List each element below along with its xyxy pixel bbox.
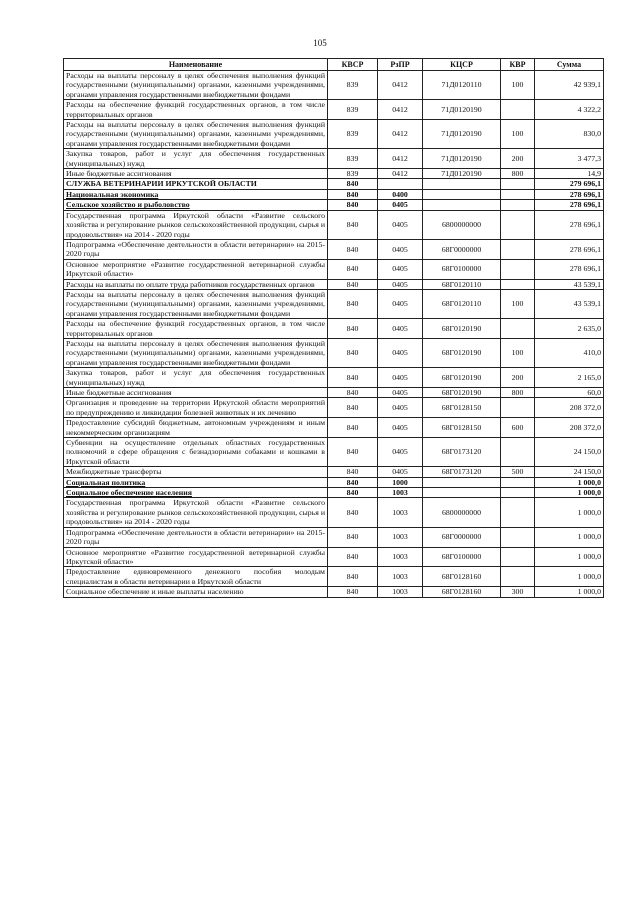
- row-sum-cell: 410,0: [535, 338, 604, 367]
- row-sum-cell: 14,9: [535, 169, 604, 179]
- row-kvsr-cell: 840: [328, 239, 378, 259]
- row-sum-cell: 43 539,1: [535, 289, 604, 318]
- row-sum-cell: 830,0: [535, 120, 604, 149]
- row-sum-cell: 60,0: [535, 388, 604, 398]
- row-name-cell: Предоставление единовременного денежного пособия молодым специалистам в области ветеринарии в Иркутской области: [64, 567, 328, 587]
- row-name-cell: Расходы на выплаты персоналу в целях обеспечения выполнения функций государственными (муниципальными) органами, казенными учреждениями, органами управления государственными внебюджетными фондами: [64, 338, 328, 367]
- table-row: [64, 587, 604, 597]
- row-rzpr-cell: 1003: [378, 567, 423, 587]
- row-sum-cell: 43 539,1: [535, 279, 604, 289]
- row-kcsr-cell: 68Г0120110: [423, 279, 501, 289]
- row-name-cell: Расходы на выплаты по оплате труда работников государственных органов: [64, 279, 328, 289]
- row-kcsr-cell: 68Г0000000: [423, 527, 501, 547]
- header-name: Наименование: [64, 59, 328, 71]
- row-rzpr-cell: 0412: [378, 169, 423, 179]
- row-sum-cell: 208 372,0: [535, 398, 604, 418]
- row-kvsr-cell: 840: [328, 259, 378, 279]
- table-row: [64, 488, 604, 498]
- row-name-cell: Расходы на выплаты персоналу в целях обеспечения выполнения функций государственными (муниципальными) органами, казенными учреждениями, органами управления государственными внебюджетными фондами: [64, 120, 328, 149]
- table-row: [64, 210, 604, 239]
- table-row: [64, 120, 604, 149]
- row-rzpr-cell: 0405: [378, 418, 423, 438]
- row-kcsr-cell: 68Г0000000: [423, 239, 501, 259]
- row-kvsr-cell: 839: [328, 120, 378, 149]
- row-kvsr-cell: 840: [328, 488, 378, 498]
- row-kvsr-cell: 840: [328, 210, 378, 239]
- row-kvr-cell: [501, 547, 535, 567]
- row-kcsr-cell: [423, 179, 501, 189]
- row-name-cell: Межбюджетные трансферты: [64, 467, 328, 477]
- row-name-cell: Подпрограмма «Обеспечение деятельности в области ветеринарии» на 2015-2020 годы: [64, 527, 328, 547]
- row-kcsr-cell: 68Г0128160: [423, 587, 501, 597]
- row-name-cell: Расходы на выплаты персоналу в целях обеспечения выполнения функций государственными (муниципальными) органами, казенными учреждениями, органами управления государственными внебюджетными фондами: [64, 71, 328, 100]
- row-kvsr-cell: 840: [328, 289, 378, 318]
- table-row: [64, 71, 604, 100]
- row-sum-cell: 3 477,3: [535, 149, 604, 169]
- table-row: [64, 169, 604, 179]
- row-sum-cell: 1 000,0: [535, 587, 604, 597]
- row-name-cell: СЛУЖБА ВЕТЕРИНАРИИ ИРКУТСКОЙ ОБЛАСТИ: [64, 179, 328, 189]
- table-row: [64, 418, 604, 438]
- row-kvr-cell: 200: [501, 368, 535, 388]
- table-row: [64, 527, 604, 547]
- row-sum-cell: 278 696,1: [535, 189, 604, 199]
- table-row: [64, 438, 604, 467]
- row-name-cell: Сельское хозяйство и рыболовство: [64, 200, 328, 210]
- row-name-cell: Социальное обеспечение населения: [64, 488, 328, 498]
- row-rzpr-cell: 0412: [378, 100, 423, 120]
- row-rzpr-cell: 1000: [378, 477, 423, 487]
- header-kvr: КВР: [501, 59, 535, 71]
- row-kvr-cell: 100: [501, 289, 535, 318]
- row-rzpr-cell: 1003: [378, 587, 423, 597]
- row-rzpr-cell: 0405: [378, 338, 423, 367]
- row-kcsr-cell: [423, 189, 501, 199]
- row-kvsr-cell: 839: [328, 100, 378, 120]
- table-row: [64, 388, 604, 398]
- row-rzpr-cell: 0405: [378, 289, 423, 318]
- table-row: [64, 149, 604, 169]
- row-kvsr-cell: 839: [328, 149, 378, 169]
- row-sum-cell: 42 939,1: [535, 71, 604, 100]
- row-kvr-cell: 100: [501, 120, 535, 149]
- row-kvsr-cell: 840: [328, 477, 378, 487]
- row-kvsr-cell: 840: [328, 189, 378, 199]
- row-kcsr-cell: 68Г0128160: [423, 567, 501, 587]
- row-rzpr-cell: 0405: [378, 368, 423, 388]
- row-name-cell: Иные бюджетные ассигнования: [64, 388, 328, 398]
- row-name-cell: Основное мероприятие «Развитие государственной ветеринарной службы Иркутской области»: [64, 259, 328, 279]
- row-rzpr-cell: [378, 179, 423, 189]
- table-row: [64, 179, 604, 189]
- row-sum-cell: 278 696,1: [535, 259, 604, 279]
- row-kvsr-cell: 840: [328, 338, 378, 367]
- row-sum-cell: 2 165,0: [535, 368, 604, 388]
- row-rzpr-cell: 0405: [378, 467, 423, 477]
- row-kvsr-cell: 840: [328, 398, 378, 418]
- table-row: [64, 567, 604, 587]
- row-kvr-cell: [501, 259, 535, 279]
- row-kvr-cell: [501, 477, 535, 487]
- table-header-row: [64, 59, 604, 71]
- row-kvr-cell: [501, 100, 535, 120]
- row-kcsr-cell: 71Д0120190: [423, 149, 501, 169]
- header-kvsr: КВСР: [328, 59, 378, 71]
- row-kvr-cell: [501, 488, 535, 498]
- row-name-cell: Расходы на выплаты персоналу в целях обеспечения выполнения функций государственными (муниципальными) органами, казенными учреждениями, органами управления государственными внебюджетными фондами: [64, 289, 328, 318]
- row-sum-cell: 279 696,1: [535, 179, 604, 189]
- row-sum-cell: 1 000,0: [535, 547, 604, 567]
- row-kcsr-cell: 71Д0120190: [423, 100, 501, 120]
- row-sum-cell: 208 372,0: [535, 418, 604, 438]
- row-kcsr-cell: [423, 488, 501, 498]
- row-kcsr-cell: 68Г0100000: [423, 259, 501, 279]
- row-kvr-cell: 100: [501, 71, 535, 100]
- row-kcsr-cell: 68Г0128150: [423, 418, 501, 438]
- row-kcsr-cell: 68Г0120110: [423, 289, 501, 318]
- header-kcsr: КЦСР: [423, 59, 501, 71]
- row-kcsr-cell: 68Г0173120: [423, 467, 501, 477]
- row-kvr-cell: [501, 319, 535, 339]
- row-kvsr-cell: 840: [328, 179, 378, 189]
- row-kvr-cell: 800: [501, 169, 535, 179]
- row-sum-cell: 278 696,1: [535, 210, 604, 239]
- row-sum-cell: 1 000,0: [535, 527, 604, 547]
- row-sum-cell: 1 000,0: [535, 567, 604, 587]
- row-rzpr-cell: 0405: [378, 438, 423, 467]
- row-kvsr-cell: 840: [328, 438, 378, 467]
- budget-table: [63, 58, 604, 598]
- row-kvsr-cell: 839: [328, 71, 378, 100]
- row-kcsr-cell: [423, 200, 501, 210]
- row-kvr-cell: [501, 567, 535, 587]
- row-kcsr-cell: 71Д0120110: [423, 71, 501, 100]
- row-kvsr-cell: 840: [328, 418, 378, 438]
- table-row: [64, 498, 604, 527]
- table-row: [64, 100, 604, 120]
- header-rzpr: РзПР: [378, 59, 423, 71]
- row-kvr-cell: [501, 279, 535, 289]
- row-kvr-cell: [501, 239, 535, 259]
- row-name-cell: Подпрограмма «Обеспечение деятельности в области ветеринарии» на 2015-2020 годы: [64, 239, 328, 259]
- row-rzpr-cell: 0412: [378, 71, 423, 100]
- table-row: [64, 467, 604, 477]
- row-sum-cell: 1 000,0: [535, 488, 604, 498]
- table-row: [64, 189, 604, 199]
- row-kvr-cell: [501, 179, 535, 189]
- row-rzpr-cell: 0405: [378, 388, 423, 398]
- row-name-cell: Социальное обеспечение и иные выплаты населению: [64, 587, 328, 597]
- row-name-cell: Государственная программа Иркутской области «Развитие сельского хозяйства и регулирование рынков сельскохозяйственной продукции, сырья и продовольствия» на 2014 - 2020 годы: [64, 210, 328, 239]
- table-row: [64, 398, 604, 418]
- row-kvr-cell: [501, 189, 535, 199]
- row-kvr-cell: [501, 438, 535, 467]
- row-rzpr-cell: 0405: [378, 279, 423, 289]
- row-sum-cell: 1 000,0: [535, 498, 604, 527]
- row-kvsr-cell: 840: [328, 388, 378, 398]
- row-name-cell: Субвенции на осуществление отдельных областных государственных полномочий в сфере обращения с безнадзорными собаками и кошками в Иркутской области: [64, 438, 328, 467]
- row-sum-cell: 1 000,0: [535, 477, 604, 487]
- row-name-cell: Основное мероприятие «Развитие государственной ветеринарной службы Иркутской области»: [64, 547, 328, 567]
- row-kvr-cell: [501, 398, 535, 418]
- row-kvr-cell: 500: [501, 467, 535, 477]
- table-row: [64, 547, 604, 567]
- row-name-cell: Иные бюджетные ассигнования: [64, 169, 328, 179]
- row-kcsr-cell: 68Г0128150: [423, 398, 501, 418]
- header-sum: Сумма: [535, 59, 604, 71]
- row-rzpr-cell: 0405: [378, 210, 423, 239]
- row-kvr-cell: 100: [501, 338, 535, 367]
- row-sum-cell: 278 696,1: [535, 239, 604, 259]
- row-sum-cell: 278 696,1: [535, 200, 604, 210]
- row-kvsr-cell: 840: [328, 319, 378, 339]
- row-rzpr-cell: 1003: [378, 488, 423, 498]
- table-row: [64, 239, 604, 259]
- row-kvr-cell: [501, 210, 535, 239]
- table-row: [64, 279, 604, 289]
- row-name-cell: Расходы на обеспечение функций государственных органов, в том числе территориальных органов: [64, 100, 328, 120]
- row-kvr-cell: 800: [501, 388, 535, 398]
- row-rzpr-cell: 0405: [378, 398, 423, 418]
- table-row: [64, 477, 604, 487]
- row-kvr-cell: 300: [501, 587, 535, 597]
- table-row: [64, 289, 604, 318]
- row-name-cell: Закупка товаров, работ и услуг для обеспечения государственных (муниципальных) нужд: [64, 149, 328, 169]
- row-rzpr-cell: 0400: [378, 189, 423, 199]
- row-sum-cell: 24 150,0: [535, 467, 604, 477]
- row-kcsr-cell: 6800000000: [423, 498, 501, 527]
- row-kvr-cell: [501, 498, 535, 527]
- row-kvr-cell: [501, 527, 535, 547]
- table-row: [64, 319, 604, 339]
- row-rzpr-cell: 1003: [378, 527, 423, 547]
- row-kcsr-cell: 68Г0120190: [423, 388, 501, 398]
- row-name-cell: Расходы на обеспечение функций государственных органов, в том числе территориальных органов: [64, 319, 328, 339]
- row-name-cell: Социальная политика: [64, 477, 328, 487]
- row-kvsr-cell: 840: [328, 467, 378, 477]
- page-number: 105: [313, 38, 327, 48]
- row-kcsr-cell: 71Д0120190: [423, 169, 501, 179]
- row-kvsr-cell: 840: [328, 368, 378, 388]
- row-sum-cell: 24 150,0: [535, 438, 604, 467]
- row-kvsr-cell: 840: [328, 547, 378, 567]
- row-rzpr-cell: 1003: [378, 547, 423, 567]
- row-kcsr-cell: 68Г0120190: [423, 319, 501, 339]
- row-kvsr-cell: 840: [328, 200, 378, 210]
- row-sum-cell: 4 322,2: [535, 100, 604, 120]
- row-rzpr-cell: 0405: [378, 319, 423, 339]
- row-rzpr-cell: 0412: [378, 120, 423, 149]
- row-kvr-cell: 600: [501, 418, 535, 438]
- row-kvsr-cell: 840: [328, 587, 378, 597]
- row-rzpr-cell: 0405: [378, 239, 423, 259]
- row-name-cell: Закупка товаров, работ и услуг для обеспечения государственных (муниципальных) нужд: [64, 368, 328, 388]
- row-kvsr-cell: 840: [328, 279, 378, 289]
- row-kcsr-cell: 71Д0120190: [423, 120, 501, 149]
- row-kcsr-cell: 68Г0120190: [423, 338, 501, 367]
- table-row: [64, 259, 604, 279]
- row-kvsr-cell: 839: [328, 169, 378, 179]
- row-rzpr-cell: 0412: [378, 149, 423, 169]
- row-kvr-cell: [501, 200, 535, 210]
- row-rzpr-cell: 1003: [378, 498, 423, 527]
- row-rzpr-cell: 0405: [378, 200, 423, 210]
- table-body: [64, 71, 604, 598]
- row-kvsr-cell: 840: [328, 498, 378, 527]
- row-kcsr-cell: 68Г0173120: [423, 438, 501, 467]
- row-name-cell: Государственная программа Иркутской области «Развитие сельского хозяйства и регулирование рынков сельскохозяйственной продукции, сырья и продовольствия» на 2014 - 2020 годы: [64, 498, 328, 527]
- row-kcsr-cell: [423, 477, 501, 487]
- row-sum-cell: 2 635,0: [535, 319, 604, 339]
- row-kvsr-cell: 840: [328, 527, 378, 547]
- row-kvsr-cell: 840: [328, 567, 378, 587]
- table-row: [64, 200, 604, 210]
- row-name-cell: Предоставление субсидий бюджетным, автономным учреждениям и иным некоммерческим организациям: [64, 418, 328, 438]
- row-name-cell: Организация и проведение на территории Иркутской области мероприятий по предупреждению и ликвидации болезней животных и их лечению: [64, 398, 328, 418]
- row-kvr-cell: 200: [501, 149, 535, 169]
- row-kcsr-cell: 68Г0120190: [423, 368, 501, 388]
- row-kcsr-cell: 68Г0100000: [423, 547, 501, 567]
- table-row: [64, 368, 604, 388]
- row-kcsr-cell: 6800000000: [423, 210, 501, 239]
- row-name-cell: Национальная экономика: [64, 189, 328, 199]
- row-rzpr-cell: 0405: [378, 259, 423, 279]
- table-row: [64, 338, 604, 367]
